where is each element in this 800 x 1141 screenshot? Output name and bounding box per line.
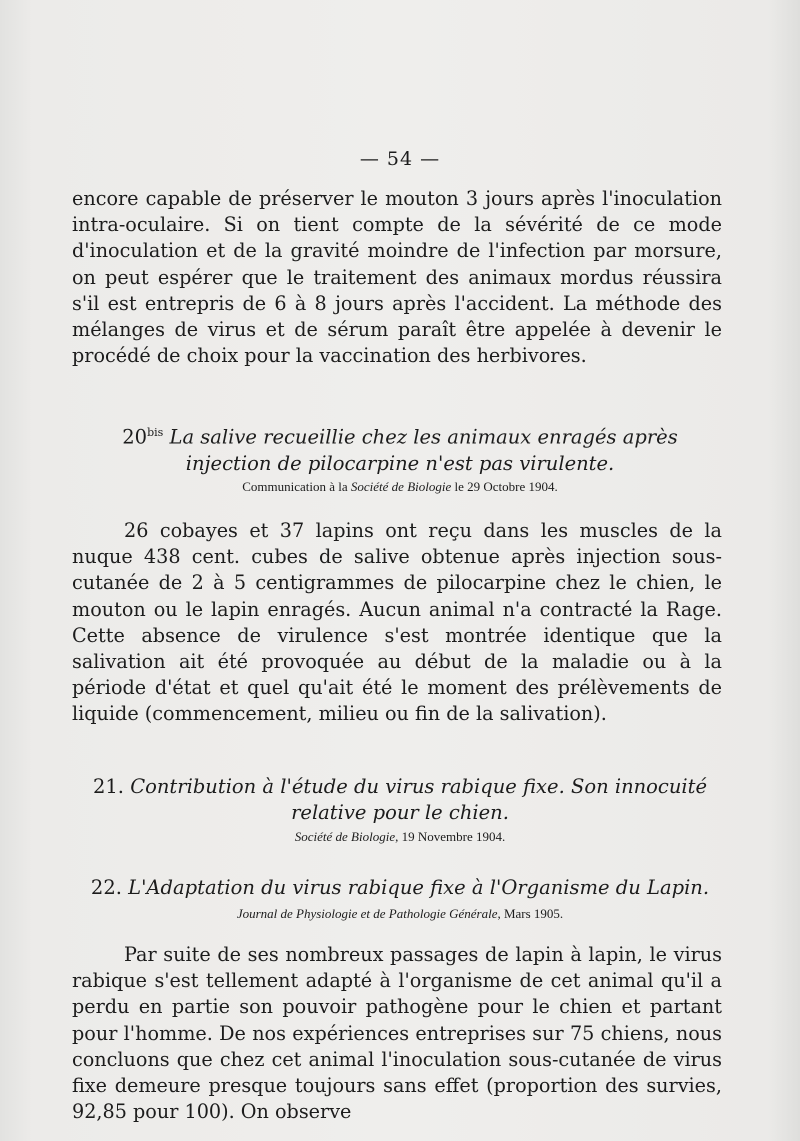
entry-20bis-source-prefix: Communication à la xyxy=(242,479,348,494)
entry-21-title xyxy=(80,774,720,826)
entry-22-source-journal: Journal de Physiologie et de Pathologie Générale xyxy=(236,906,498,921)
entry-21-source-date: , 19 Novembre 1904. xyxy=(395,829,506,844)
entry-22-title xyxy=(80,875,720,901)
entry-20bis-source-date: le 29 Octobre 1904. xyxy=(454,479,558,494)
entry-21-title-text: Contribution à l'étude du virus rabique fixe. Son innocuité relative pour le chien. xyxy=(130,775,708,824)
entry-20bis-paragraph-block xyxy=(72,518,722,728)
entry-20bis-paragraph: 26 cobayes et 37 lapins ont reçu dans les muscles de la nuque 438 cent. cubes de salive obtenue après injection sous-cutanée de 2 à 5 centigrammes de pilocarpine chez le chien, le mouton ou le lapin enragés. Aucun animal n'a contracté la Rage. Cette absence de virulence s'est montrée identique que la salivation ait été provoquée au début de la maladie ou à la période d'état et quel qu'ait été le moment des prélèvements de liquide (commencement, milieu ou fin de la salivation). xyxy=(72,519,722,726)
page-number: — 54 — xyxy=(359,148,441,170)
entry-20bis-source xyxy=(80,479,720,495)
entry-21-source-journal: Société de Biologie xyxy=(294,829,396,844)
entry-20bis-title xyxy=(80,420,720,477)
entry-22-paragraph: Par suite de ses nombreux passages de lapin à lapin, le virus rabique s'est tellement adapté à l'organisme de cet animal qu'il a perdu en partie son pouvoir pathogène pour le chien et partant pour l'homme. De nos expériences entreprises sur 75 chiens, nous concluons que chez cet animal l'inoculation sous-cutanée de virus fixe demeure presque toujours sans effet (proportion des survies, 92,85 pour 100). On observe xyxy=(72,943,722,1124)
intro-paragraph-block xyxy=(72,186,722,369)
intro-paragraph: encore capable de préserver le mouton 3 jours après l'inoculation intra-oculaire. Si on tient compte de la sévérité de ce mode d'inoculation et de la gravité moindre de l'infection par morsure, on peut espérer que le traitement des animaux mordus réussira s'il est entrepris de 6 à 8 jours après l'accident. La méthode des mélanges de virus et de sérum paraît être appelée à devenir le procédé de choix pour la vaccination des herbivores. xyxy=(72,187,722,368)
entry-20bis-number-sup: bis xyxy=(147,426,164,439)
entry-22-paragraph-block xyxy=(72,942,722,1125)
entry-22-number: 22. xyxy=(90,876,122,899)
entry-22-title-text: L'Adaptation du virus rabique fixe à l'Organisme du Lapin. xyxy=(128,876,710,899)
entry-21-source xyxy=(80,829,720,845)
entry-20bis-title-text: La salive recueillie chez les animaux enragés après injection de pilocarpine n'est pas virulente. xyxy=(169,425,678,475)
entry-20bis-source-journal: Société de Biologie xyxy=(350,479,452,494)
entry-22-source xyxy=(80,906,720,922)
entry-20bis-number: 20 xyxy=(122,425,148,449)
entry-22-source-date: , Mars 1905. xyxy=(497,906,564,921)
entry-21-number: 21. xyxy=(92,775,124,798)
